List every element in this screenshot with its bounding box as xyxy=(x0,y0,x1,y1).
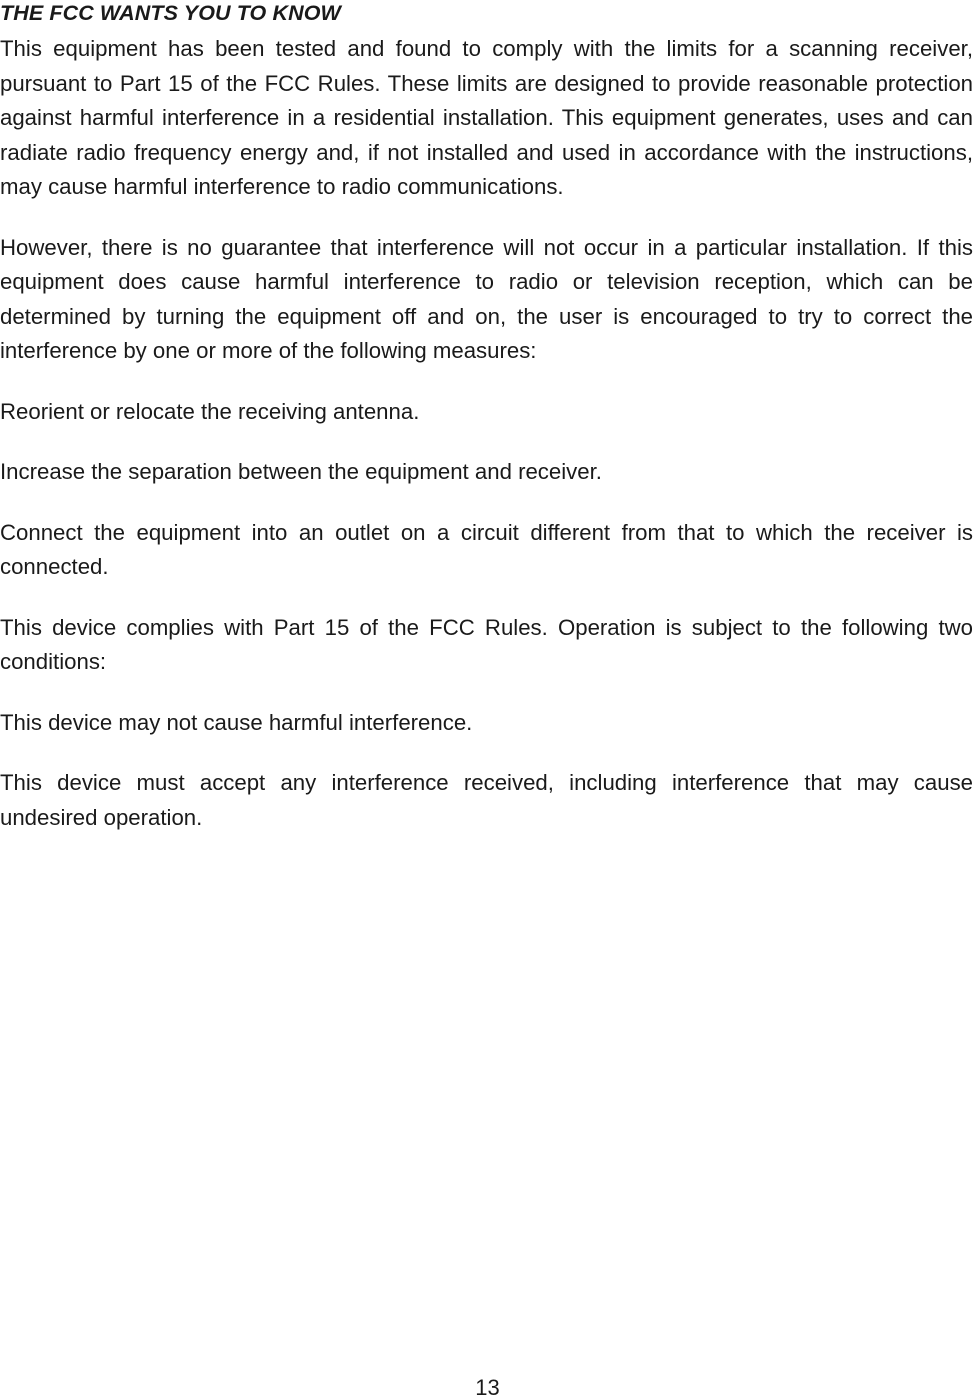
condition-no-harmful-interference: This device may not cause harmful interference. xyxy=(0,709,473,735)
condition-accept-interference: This device must accept any interference received, including interference that may cause undesired operation. xyxy=(0,770,973,830)
measure-increase-separation: Increase the separation between the equipment and receiver. xyxy=(0,459,602,484)
paragraph-part15-conditions: This device complies with Part 15 of the FCC Rules. Operation is subject to the following two conditions: xyxy=(0,614,973,674)
page-number: 13 xyxy=(475,1375,500,1400)
measure-different-outlet: Connect the equipment into an outlet on a circuit different from that to which the receiver is connected. xyxy=(0,519,973,579)
section-heading: THE FCC WANTS YOU TO KNOW xyxy=(0,1,341,25)
paragraph-no-guarantee: However, there is no guarantee that interference will not occur in a particular installation. If this equipment does cause harmful interference to radio or television reception, which can be determined by turning the equipment off and on, the user is encouraged to try to correct the interference by one or more of the following measures: xyxy=(0,234,973,363)
measure-reorient-antenna: Reorient or relocate the receiving antenna. xyxy=(0,398,420,424)
paragraph-compliance-statement: This equipment has been tested and found to comply with the limits for a scanning receiver, pursuant to Part 15 of the FCC Rules. These limits are designed to provide reasonable protection against harmful interference in a residential installation. This equipment generates, uses and can radiate radio frequency energy and, if not installed and used in accordance with the instructions, may cause harmful interference to radio communications. xyxy=(0,36,973,199)
